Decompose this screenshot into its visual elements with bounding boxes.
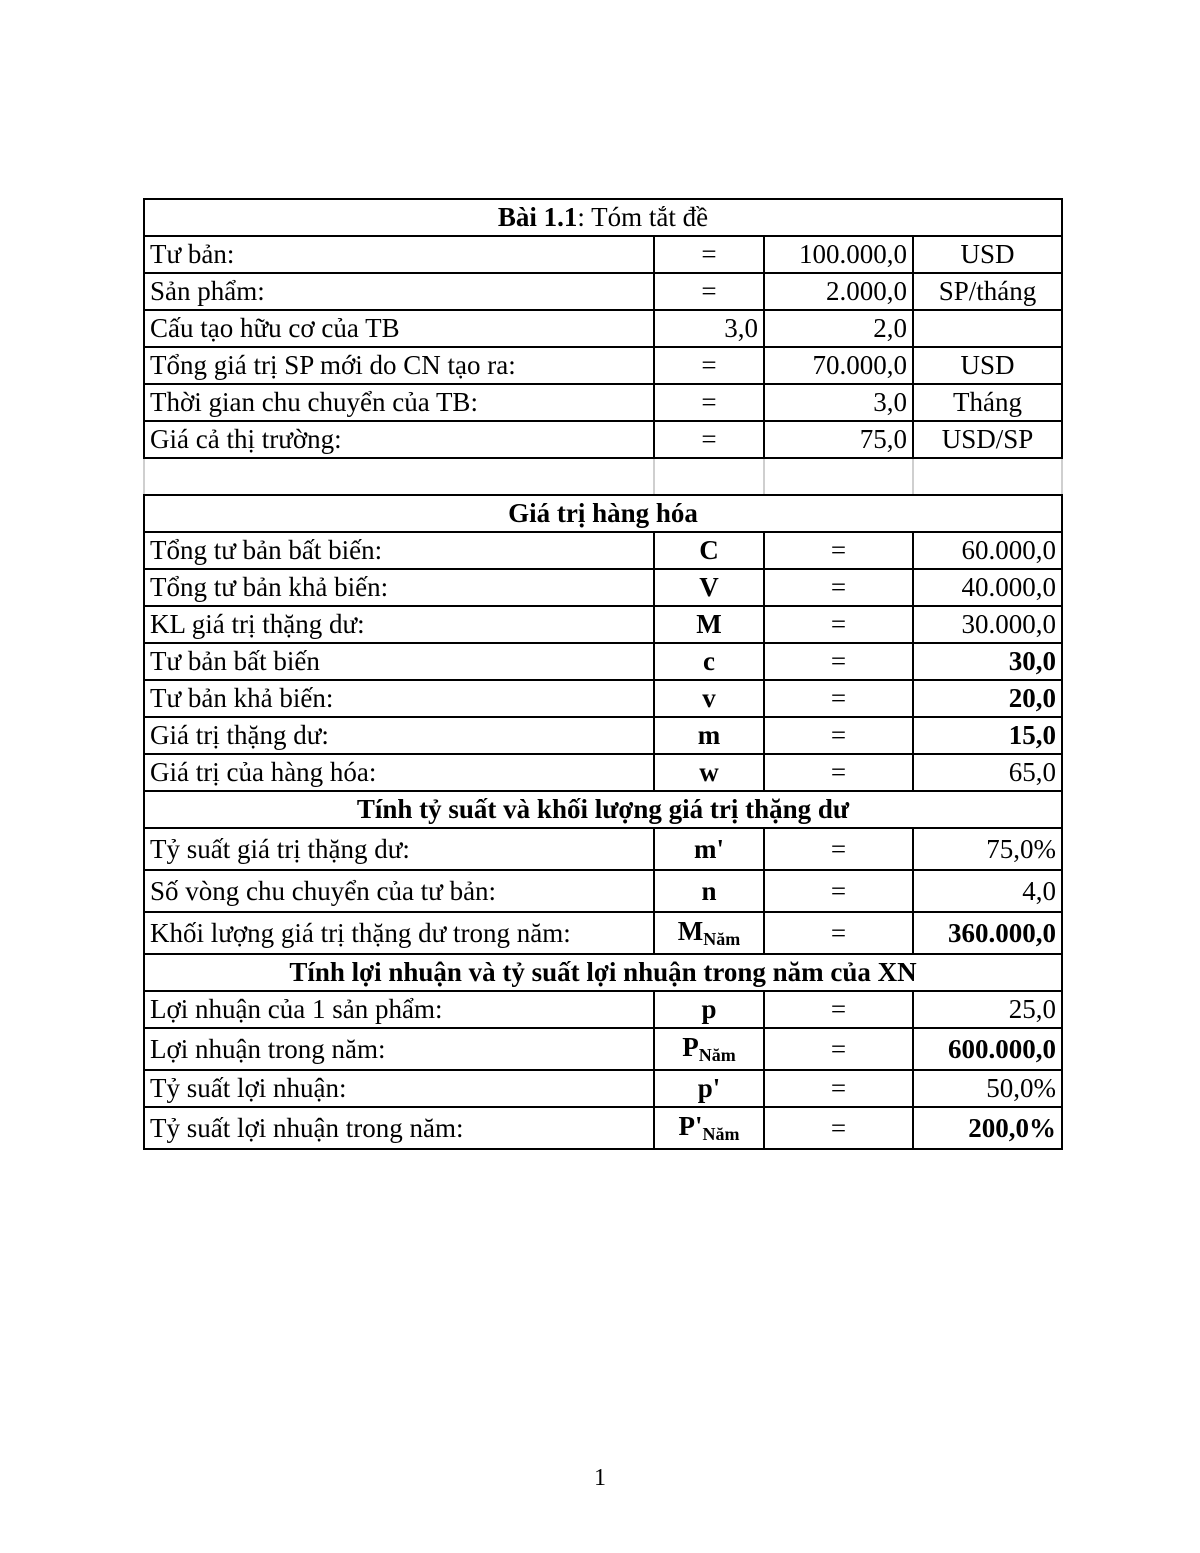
row-value: 360.000,0 — [913, 912, 1062, 954]
row-operator: = — [764, 870, 913, 912]
row-unit: SP/tháng — [913, 273, 1062, 310]
row-label: Sản phẩm: — [144, 273, 654, 310]
row-value: 4,0 — [913, 870, 1062, 912]
exercise-number: Bài 1.1 — [497, 202, 578, 232]
row-value: 40.000,0 — [913, 569, 1062, 606]
row-value: 65,0 — [913, 754, 1062, 791]
row-label: Số vòng chu chuyển của tư bản: — [144, 870, 654, 912]
surplus-row — [144, 870, 1062, 912]
row-symbol: V — [654, 569, 764, 606]
summary-heading: : Tóm tắt đề — [577, 202, 709, 232]
row-operator: = — [654, 347, 764, 384]
row-symbol: n — [654, 870, 764, 912]
row-symbol: p' — [654, 1070, 764, 1107]
surplus-row — [144, 828, 1062, 870]
surplus-title: Tính tỷ suất và khối lượng giá trị thặng dư — [144, 791, 1062, 828]
blank-cell — [764, 458, 913, 495]
summary-row — [144, 347, 1062, 384]
row-label: Tỷ suất giá trị thặng dư: — [144, 828, 654, 870]
goods-value-title: Giá trị hàng hóa — [144, 495, 1062, 532]
row-value: 25,0 — [913, 991, 1062, 1028]
row-symbol: m' — [654, 828, 764, 870]
row-label: Tư bản khả biến: — [144, 680, 654, 717]
row-label: KL giá trị thặng dư: — [144, 606, 654, 643]
section-title-row — [144, 954, 1062, 991]
row-value: 75,0% — [913, 828, 1062, 870]
summary-row — [144, 273, 1062, 310]
row-symbol: p — [654, 991, 764, 1028]
row-value: 100.000,0 — [764, 236, 913, 273]
row-label: Thời gian chu chuyển của TB: — [144, 384, 654, 421]
row-operator: = — [764, 991, 913, 1028]
row-value: 50,0% — [913, 1070, 1062, 1107]
row-value: 3,0 — [764, 384, 913, 421]
row-label: Tổng tư bản khả biến: — [144, 569, 654, 606]
row-value: 75,0 — [764, 421, 913, 458]
row-unit: USD/SP — [913, 421, 1062, 458]
goods-value-row — [144, 569, 1062, 606]
row-value: 200,0% — [913, 1107, 1062, 1149]
blank-cell — [654, 458, 764, 495]
row-operator: = — [764, 828, 913, 870]
row-operator: = — [654, 384, 764, 421]
row-unit: USD — [913, 236, 1062, 273]
row-label: Giá trị của hàng hóa: — [144, 754, 654, 791]
symbol-main: M — [677, 916, 704, 946]
row-operator: = — [764, 606, 913, 643]
row-label: Cấu tạo hữu cơ của TB — [144, 310, 654, 347]
row-operator: = — [764, 532, 913, 569]
summary-title-row — [144, 199, 1062, 236]
summary-title — [144, 199, 1062, 236]
row-label: Tổng giá trị SP mới do CN tạo ra: — [144, 347, 654, 384]
row-operator: = — [764, 717, 913, 754]
row-value: 2.000,0 — [764, 273, 913, 310]
blank-cell — [144, 458, 654, 495]
row-operator: = — [764, 569, 913, 606]
row-label: Giá trị thặng dư: — [144, 717, 654, 754]
row-value: 60.000,0 — [913, 532, 1062, 569]
row-label: Tổng tư bản bất biến: — [144, 532, 654, 569]
exercise-table — [143, 198, 1063, 1150]
section-title-row — [144, 495, 1062, 532]
row-operator: = — [654, 421, 764, 458]
row-label: Tư bản bất biến — [144, 643, 654, 680]
goods-value-row — [144, 643, 1062, 680]
goods-value-row — [144, 532, 1062, 569]
symbol-subscript: Năm — [698, 1045, 736, 1065]
page-number: 1 — [594, 1465, 606, 1491]
row-value: 30,0 — [913, 643, 1062, 680]
row-operator: = — [764, 1070, 913, 1107]
row-symbol: M — [654, 606, 764, 643]
blank-row — [144, 458, 1062, 495]
row-operator: = — [764, 912, 913, 954]
row-value: 2,0 — [764, 310, 913, 347]
profit-row — [144, 991, 1062, 1028]
row-label: Lợi nhuận của 1 sản phẩm: — [144, 991, 654, 1028]
summary-row — [144, 384, 1062, 421]
goods-value-row — [144, 680, 1062, 717]
row-value: 600.000,0 — [913, 1028, 1062, 1070]
row-symbol: c — [654, 643, 764, 680]
profit-row — [144, 1107, 1062, 1149]
row-value: 15,0 — [913, 717, 1062, 754]
row-unit — [913, 310, 1062, 347]
row-symbol: v — [654, 680, 764, 717]
profit-title: Tính lợi nhuận và tỷ suất lợi nhuận trong năm của XN — [144, 954, 1062, 991]
row-operator: = — [654, 236, 764, 273]
profit-row — [144, 1028, 1062, 1070]
row-operator: = — [764, 754, 913, 791]
row-operator: = — [654, 273, 764, 310]
symbol-subscript: Năm — [703, 929, 741, 949]
row-operator: = — [764, 680, 913, 717]
blank-cell — [913, 458, 1062, 495]
row-symbol: w — [654, 754, 764, 791]
profit-row — [144, 1070, 1062, 1107]
symbol-subscript: Năm — [702, 1124, 740, 1144]
summary-row — [144, 310, 1062, 347]
row-unit: Tháng — [913, 384, 1062, 421]
row-symbol: C — [654, 532, 764, 569]
goods-value-row — [144, 606, 1062, 643]
row-symbol — [654, 912, 764, 954]
row-symbol: m — [654, 717, 764, 754]
row-label: Tư bản: — [144, 236, 654, 273]
row-unit: USD — [913, 347, 1062, 384]
row-symbol — [654, 1028, 764, 1070]
row-operator: = — [764, 1107, 913, 1149]
row-label: Khối lượng giá trị thặng dư trong năm: — [144, 912, 654, 954]
row-symbol — [654, 1107, 764, 1149]
summary-row — [144, 236, 1062, 273]
summary-row — [144, 421, 1062, 458]
symbol-main: P — [682, 1032, 699, 1062]
section-title-row — [144, 791, 1062, 828]
row-label: Tỷ suất lợi nhuận trong năm: — [144, 1107, 654, 1149]
goods-value-row — [144, 717, 1062, 754]
row-value: 20,0 — [913, 680, 1062, 717]
row-label: Tỷ suất lợi nhuận: — [144, 1070, 654, 1107]
goods-value-row — [144, 754, 1062, 791]
row-label: Lợi nhuận trong năm: — [144, 1028, 654, 1070]
symbol-main: P' — [678, 1111, 703, 1141]
row-value: 30.000,0 — [913, 606, 1062, 643]
row-label: Giá cả thị trường: — [144, 421, 654, 458]
row-ratio-left: 3,0 — [654, 310, 764, 347]
row-value: 70.000,0 — [764, 347, 913, 384]
row-operator: = — [764, 643, 913, 680]
row-operator: = — [764, 1028, 913, 1070]
surplus-row — [144, 912, 1062, 954]
